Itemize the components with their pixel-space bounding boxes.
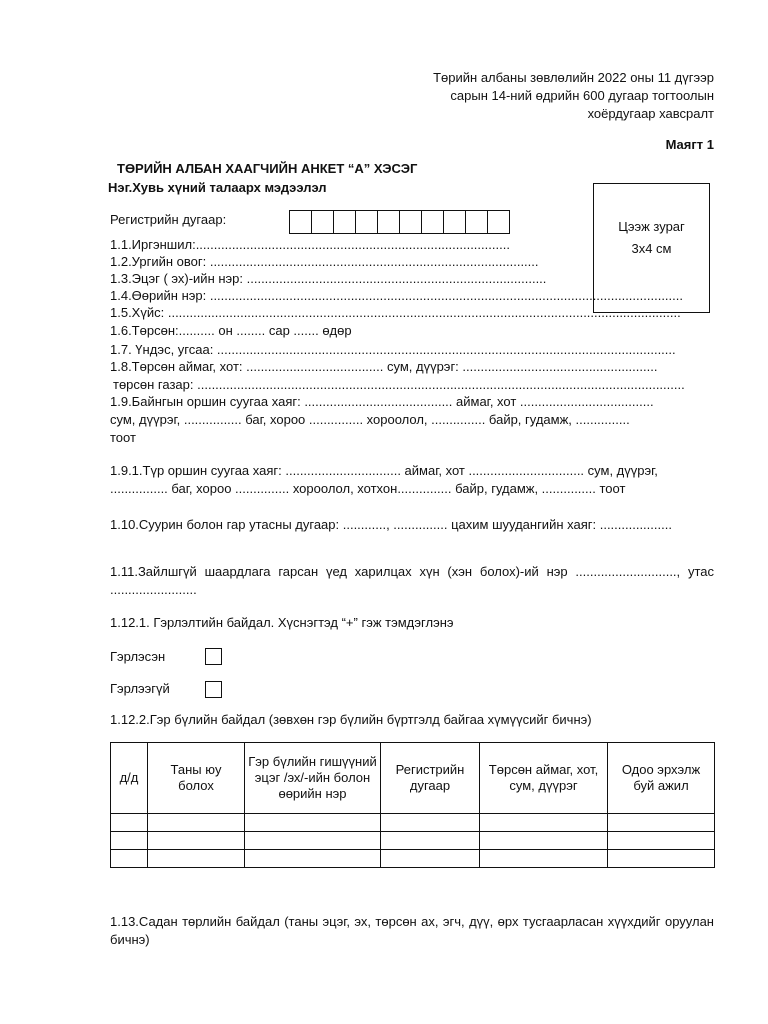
registration-box[interactable]	[443, 210, 466, 234]
col-header-relation: Таны юу болох	[148, 743, 245, 814]
table-cell[interactable]	[111, 850, 148, 868]
col-header-occupation: Одоо эрхэлж буй ажил	[608, 743, 715, 814]
registration-box[interactable]	[377, 210, 400, 234]
table-cell[interactable]	[608, 814, 715, 832]
col-header-name: Гэр бүлийн гишүүний эцэг /эх/-ийн болон өөрийн нэр	[245, 743, 381, 814]
registration-box[interactable]	[487, 210, 510, 234]
table-cell[interactable]	[480, 832, 608, 850]
registration-box[interactable]	[289, 210, 312, 234]
field-temporary-address[interactable]: 1.9.1.Түр оршин суугаа хаяг: ................................ аймаг, хот ................................ сум, дүүрэг,	[110, 463, 658, 478]
table-cell[interactable]	[148, 814, 245, 832]
table-cell[interactable]	[111, 832, 148, 850]
field-given-name[interactable]: 1.4.Өөрийн нэр: ...................................................................................................................................	[110, 288, 683, 303]
table-row	[111, 850, 715, 868]
table-cell[interactable]	[245, 814, 381, 832]
field-citizenship[interactable]: 1.1.Иргэншил:.......................................................................................	[110, 237, 510, 252]
decree-line-3: хоёрдугаар хавсралт	[587, 106, 714, 121]
col-header-registration: Регистрийн дугаар	[381, 743, 480, 814]
section-subtitle: Нэг.Хувь хүний талаарх мэдээлэл	[108, 180, 327, 195]
registration-box[interactable]	[311, 210, 334, 234]
table-cell[interactable]	[381, 814, 480, 832]
table-cell[interactable]	[245, 850, 381, 868]
unmarried-label: Гэрлээгүй	[110, 681, 170, 696]
relatives-heading: 1.13.Садан төрлийн байдал (таны эцэг, эх, төрсөн ах, эгч, дүү, өрх тусгаарласан хүүхдийг оруулан бичнэ)	[110, 914, 714, 947]
field-birth-place[interactable]: төрсөн газар: .......................................................................................................................................	[113, 377, 685, 392]
table-cell[interactable]	[148, 850, 245, 868]
field-permanent-address[interactable]: 1.9.Байнгын оршин суугаа хаяг: ......................................... аймаг, хот .....................................	[110, 394, 654, 409]
table-cell[interactable]	[381, 832, 480, 850]
field-permanent-address-2[interactable]: сум, дүүрэг, ................ баг, хороо ............... хороолол, ............... байр, гудамж, ...............	[110, 412, 630, 427]
registration-label: Регистрийн дугаар:	[110, 212, 227, 227]
family-table-header-row	[111, 743, 715, 814]
field-birth-date[interactable]: 1.6.Төрсөн:.......... он ........ сар ....... өдөр	[110, 323, 352, 338]
field-emergency-contact[interactable]: 1.11.Зайлшгүй шаардлага гарсан үед харилцах хүн (хэн болох)-ий нэр ............................, утас ........................	[110, 564, 714, 597]
col-header-birthplace: Төрсөн аймаг, хот, сум, дүүрэг	[480, 743, 608, 814]
table-cell[interactable]	[148, 832, 245, 850]
table-cell[interactable]	[608, 832, 715, 850]
field-phone-email[interactable]: 1.10.Суурин болон гар утасны дугаар: ............, ............... цахим шуудангийн хаяг: ....................	[110, 517, 672, 532]
table-cell[interactable]	[608, 850, 715, 868]
field-temporary-address-2[interactable]: ................ баг, хороо ............... хороолол, хотхон............... байр, гудамж, ............... тоот	[110, 481, 626, 496]
table-row	[111, 832, 715, 850]
field-permanent-address-3: тоот	[110, 430, 136, 445]
marital-status-heading: 1.12.1. Гэрлэлтийн байдал. Хүснэгтэд “+” гэж тэмдэглэнэ	[110, 615, 454, 630]
decree-line-2: сарын 14-ний өдрийн 600 дугаар тогтоолын	[450, 88, 714, 103]
family-heading: 1.12.2.Гэр бүлийн байдал (зөвхөн гэр бүлийн бүртгэлд байгаа хүмүүсийг бичнэ)	[110, 712, 592, 727]
unmarried-checkbox[interactable]	[205, 681, 222, 698]
field-clan-name[interactable]: 1.2.Ургийн овог: ...........................................................................................	[110, 254, 539, 269]
form-label: Маягт 1	[665, 137, 714, 152]
form-title: ТӨРИЙН АЛБАН ХААГЧИЙН АНКЕТ “А” ХЭСЭГ	[117, 161, 418, 176]
field-parent-name[interactable]: 1.3.Эцэг ( эх)-ийн нэр: ...................................................................................	[110, 271, 547, 286]
registration-boxes	[290, 210, 510, 234]
field-birth-province[interactable]: 1.8.Төрсөн аймаг, хот: ...................................... сум, дүүрэг: ......................................................	[110, 359, 658, 374]
field-ethnicity[interactable]: 1.7. Үндэс, угсаа: ...............................................................................................................................	[110, 342, 676, 357]
table-row	[111, 814, 715, 832]
table-cell[interactable]	[480, 850, 608, 868]
field-gender[interactable]: 1.5.Хүйс: ..............................................................................................................................................	[110, 305, 681, 320]
table-cell[interactable]	[245, 832, 381, 850]
table-cell[interactable]	[381, 850, 480, 868]
decree-line-1: Төрийн албаны зөвлөлийн 2022 оны 11 дүгээр	[433, 70, 714, 85]
married-checkbox[interactable]	[205, 648, 222, 665]
family-table	[110, 742, 715, 868]
registration-box[interactable]	[399, 210, 422, 234]
registration-box[interactable]	[333, 210, 356, 234]
married-label: Гэрлэсэн	[110, 649, 166, 664]
table-cell[interactable]	[111, 814, 148, 832]
photo-label: Цээж зураг	[618, 219, 685, 234]
col-header-index: д/д	[111, 743, 148, 814]
table-cell[interactable]	[480, 814, 608, 832]
photo-size: 3x4 см	[631, 241, 672, 256]
registration-box[interactable]	[465, 210, 488, 234]
registration-box[interactable]	[355, 210, 378, 234]
registration-box[interactable]	[421, 210, 444, 234]
